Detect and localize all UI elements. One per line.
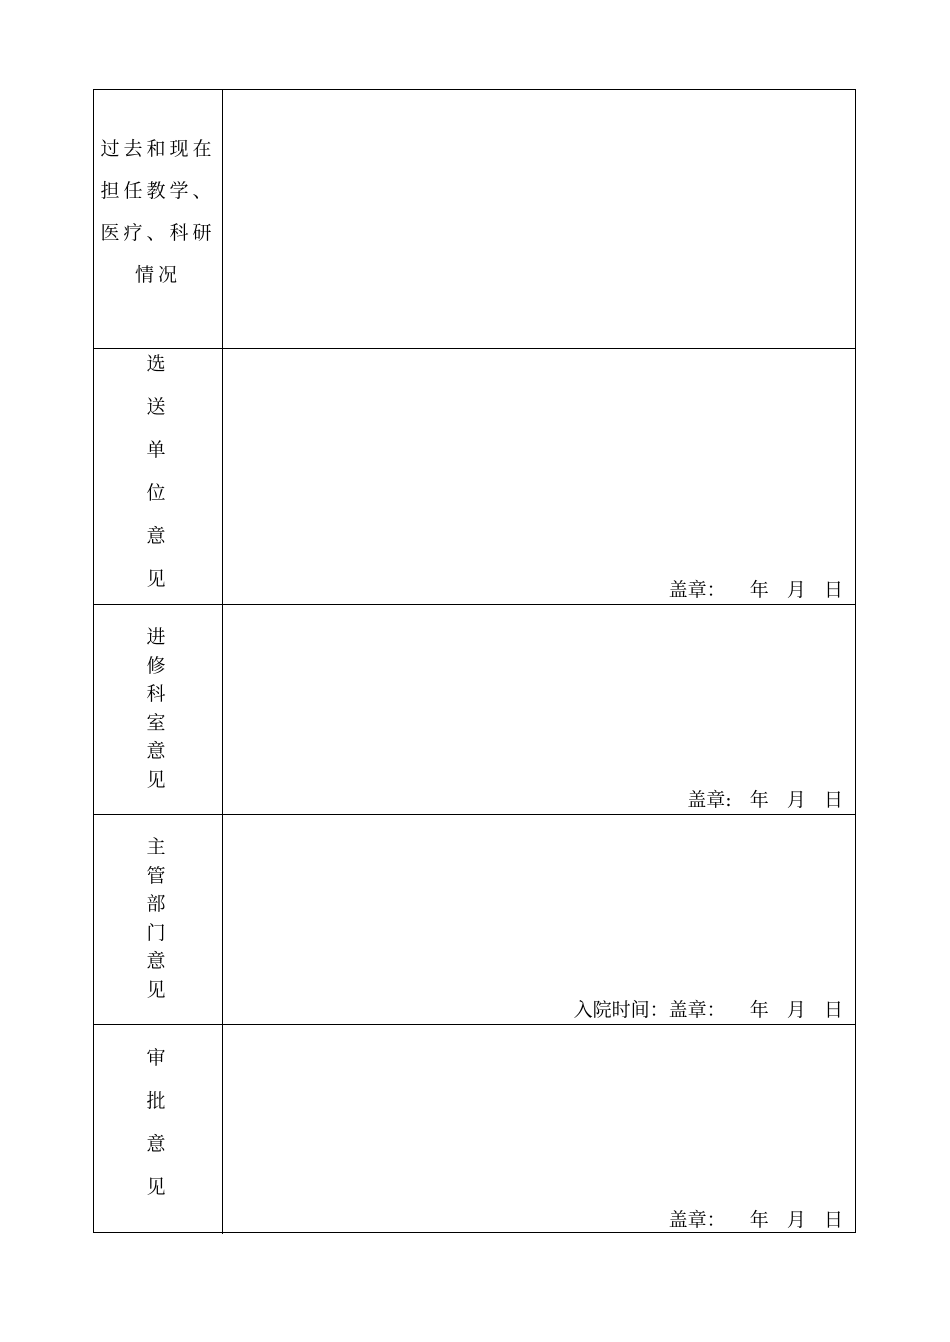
- label-cell: [94, 1025, 223, 1234]
- seal-date-line: 盖章： 年 月 日: [668, 1209, 843, 1231]
- row-label: 主 管 部 门 意 见: [146, 836, 170, 1001]
- content-area[interactable]: [223, 815, 855, 1024]
- row-sending-unit-opinion: [94, 348, 855, 604]
- label-cell: [94, 605, 223, 814]
- label-cell: [94, 815, 223, 1024]
- seal-date-line: 入院时间：盖章： 年 月 日: [573, 999, 843, 1021]
- row-label: 过去和现在 担任教学、 医疗、科研 情况: [100, 138, 216, 286]
- row-label: 进 修 科 室 意 见: [146, 626, 170, 791]
- row-label: 审 批 意 见: [146, 1047, 170, 1198]
- content-area[interactable]: [223, 90, 855, 348]
- row-approval-opinion: [94, 1024, 855, 1234]
- seal-date-line: 盖章： 年 月 日: [668, 579, 843, 601]
- label-cell: [94, 90, 223, 348]
- content-area[interactable]: [223, 349, 855, 604]
- label-cell: [94, 349, 223, 604]
- seal-date-line: 盖章: 年 月 日: [687, 789, 843, 811]
- row-label: 选 送 单 位 意 见: [146, 353, 170, 590]
- content-area[interactable]: [223, 1025, 855, 1234]
- content-area[interactable]: [223, 605, 855, 814]
- form-table: [93, 89, 856, 1233]
- row-teaching-history: [94, 90, 855, 348]
- row-department-opinion: [94, 604, 855, 814]
- row-supervisor-opinion: [94, 814, 855, 1024]
